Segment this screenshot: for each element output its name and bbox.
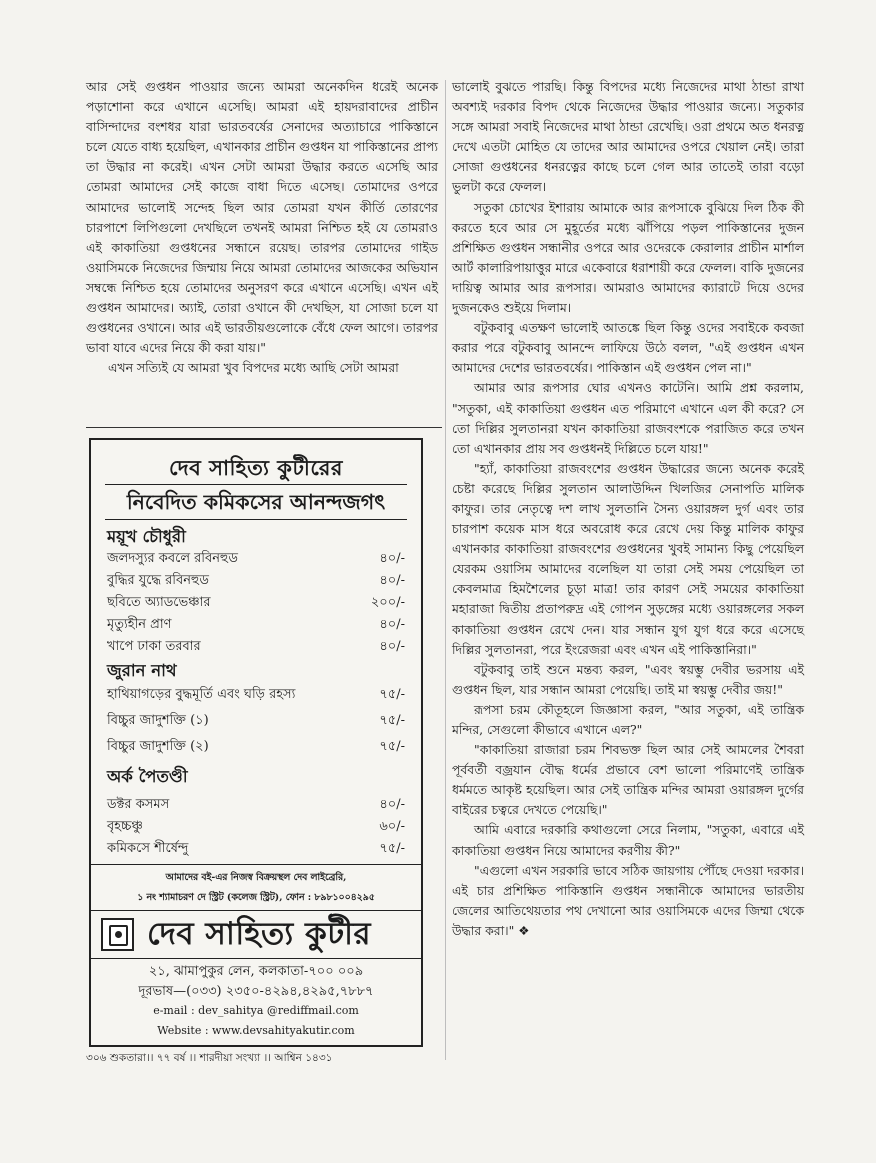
author-name: ময়ূখ চৌধুরী: [107, 527, 186, 546]
book-title: খাপে ঢাকা তরবার: [107, 639, 201, 654]
ad-divider: [91, 958, 421, 959]
paragraph: বটুকবাবু এতক্ষণ ভালোই আতঙ্কে ছিল কিন্তু ওদের সবাইকে কবজা করার পরে বটুকবাবু আনন্দে লাফিয়ে উঠে বলল, "এই গুপ্তধন এখন আমাদের দেশের ভারতবর্ষের। পাকিস্তান এই গুপ্তধন পেল না।": [452, 320, 804, 376]
book-title: মৃত্যুহীন প্রাণ: [107, 617, 172, 632]
book-price: ৪০/-: [379, 551, 405, 566]
book-row: [107, 570, 405, 592]
paragraph: আমি এবারে দরকারি কথাগুলো সেরে নিলাম, "সতুকা, এবারে এই কাকাতিয়া গুপ্তধন নিয়ে আমাদের করণীয় কী?": [452, 822, 804, 858]
book-row: [107, 592, 405, 614]
publisher-phone: দূরভাষ—(০৩৩) ২৩৫০-৪২৯৪,৪২৯৫,৭৮৮৭: [138, 984, 374, 999]
book-row: [107, 736, 405, 758]
book-title: জলদস্যুর কবলে রবিনহুড: [107, 551, 238, 566]
book-price: ২০০/-: [370, 595, 405, 610]
book-title: ডক্টর কসমস: [107, 797, 170, 812]
paragraph: ভালোই বুঝতে পারছি। কিন্তু বিপদের মধ্যে নিজেদের মাথা ঠান্ডা রাখা অবশ্যই দরকার বিপদ থেকে নিজেদের উদ্ধার পাওয়ার জন্যে। সতুকার সঙ্গে আমরা সবাই নিজেদের মাথা ঠান্ডা রেখেছি। ওরা প্রথমে অত ধনরত্ন দেখে এতটা মোহিত যে তাদের আর আমাদের ওপরে খেয়াল নেই। তারা সোজা গুপ্তধনের ধনরত্নের কাছে চলে গেল আর তাতেই তারা বড়ো ভুলটা করে ফেলল।: [452, 79, 804, 195]
book-price: ৭৫/-: [379, 739, 405, 754]
book-price: ৭৫/-: [379, 713, 405, 728]
right-column-text: [452, 77, 804, 941]
publisher-email: e-mail : dev_sahitya @rediffmail.com: [153, 1004, 359, 1017]
left-column-rule: [86, 427, 442, 428]
left-column-text: [86, 77, 438, 378]
book-row: [107, 548, 405, 570]
book-row: [107, 614, 405, 636]
book-price: ৪০/-: [379, 797, 405, 812]
book-price: ৬০/-: [379, 819, 405, 834]
publisher-website: Website : www.devsahityakutir.com: [157, 1024, 355, 1037]
book-row: [107, 710, 405, 732]
book-title: বুদ্ধির যুদ্ধে রবিনহুড: [107, 573, 209, 588]
book-title: হাথিয়াগড়ের বুদ্ধমূর্তি এবং ঘড়ি রহস্য: [107, 687, 296, 702]
paragraph: বটুকবাবু তাই শুনে মন্তব্য করল, "এবং স্বয়ম্ভু দেবীর ভরসায় এই গুপ্তধন ছিল, যার সন্ধান আমরা পেয়েছি। তাই মা স্বয়ম্ভু দেবীর জয়!": [452, 661, 804, 697]
publisher-address: ২১, ঝামাপুকুর লেন, কলকাতা-৭০০ ০০৯: [148, 964, 364, 979]
publisher-name: দেব সাহিত্য কুটীর: [147, 916, 372, 952]
paragraph: "কাকাতিয়া রাজারা চরম শিবভক্ত ছিল আর সেই আমলের শৈবরা পূর্ববর্তী বজ্রযান বৌদ্ধ ধর্মের প্রভাবে বেশ ভালো পরিমাণেই তান্ত্রিক ধর্মমতে আকৃষ্ট হয়েছিল। আর সেই তান্ত্রিক মন্দির আমরা ওয়ারঙ্গল দুর্গের বাইরের চত্বরে দেখতে পেয়েছি।": [452, 742, 804, 818]
ad-heading-line2: নিবেদিত কমিকসের আনন্দজগৎ: [105, 484, 407, 520]
book-title: বিচ্চুর জাদুশক্তি (২): [107, 739, 209, 754]
paragraph: আমার আর রূপসার ঘোর এখনও কাটেনি। আমি প্রশ্ন করলাম, "সতুকা, এই কাকাতিয়া গুপ্তধন এত পরিমাণে এখানে এল কী করে? সে তো দিল্লির সুলতানরা যখন কাকাতিয়া রাজবংশকে পরাজিত করে তখন তো এখানকার প্রায় সব গুপ্তধনই দিল্লিতে চলে যায়!": [452, 380, 804, 456]
page-footer: ৩০৬ শুকতারা।। ৭৭ বর্ষ ।। শারদীয়া সংখ্যা ।। আশ্বিন ১৪৩১: [86, 1052, 333, 1064]
book-title: কমিকসে শীর্ষেন্দু: [107, 841, 189, 856]
store-address-line: ১ নং শ্যামাচরণ দে স্ট্রিট (কলেজ স্ট্রিট), ফোন : ৮৯৮১০০৪২৯৫: [137, 892, 375, 903]
column-divider: [445, 80, 446, 1060]
paragraph: "হ্যাঁ, কাকাতিয়া রাজবংশের গুপ্তধন উদ্ধারের জন্যে অনেক করেই চেষ্টা করেছে দিল্লির সুলতান আলাউদ্দিন খিলজির সেনাপতি মালিক কাফুর। তার নেতৃত্বে দশ লাখ সুলতানি সৈন্য ওয়ারঙ্গল দুর্গ এবং তার চারপাশ কয়েক মাস ধরে অবরোধ করে রেখে দেয় কিন্তু মালিক কাফুর এখানকার কাকাতিয়া রাজবংশের গুপ্তধনের খুবই সামান্য কিছু পেয়েছিল যেরকম ওয়াসিম আমাদের বলেছিল যা তারা সেই সময় পেয়েছিল তা কেবলমাত্র হিমশৈলের চূড়া মাত্র! তার কারণ সেই সময়ের কাকাতিয়া মহারাজা দ্বিতীয় প্রতাপরুদ্র এই গোপন সুড়ঙ্গের মধ্যে ওয়ারঙ্গলের সকল কাকাতিয়া গুপ্তধন রেখে দেন। যার সন্ধান যুগ যুগ ধরে করে এসেছে দিল্লির সুলতানরা, পরে ইংরেজরা এবং এখন এই পাকিস্তানিরা।": [452, 460, 804, 657]
store-line: আমাদের বই-এর নিজস্ব বিক্রয়স্থল দেব লাইব্রেরি,: [165, 872, 347, 883]
publisher-logo-icon: [101, 918, 134, 951]
book-price: ৪০/-: [379, 617, 405, 632]
book-row: [107, 794, 405, 816]
paragraph: "এগুলো এখন সরকারি ভাবে সঠিক জায়গায় পৌঁছে দেওয়া দরকার। এই চার প্রশিক্ষিত পাকিস্তানি গুপ্তধন সন্ধানীকে আমাদের ভারতীয় জেলের আতিথেয়তার পথ দেখানো আর ওয়াসিমকে এদের জিম্মা থেকে উদ্ধার করা।" ❖: [452, 862, 804, 938]
author-name: অর্ক পৈতণ্ডী: [107, 767, 188, 786]
book-row: [107, 838, 405, 860]
book-title: ছবিতে অ্যাডভেঞ্চার: [107, 595, 211, 610]
book-row: [107, 636, 405, 658]
advertisement-box: [89, 438, 423, 1047]
book-row: [107, 816, 405, 838]
book-price: ৭৫/-: [379, 687, 405, 702]
book-price: ৭৫/-: [379, 841, 405, 856]
book-price: ৪০/-: [379, 639, 405, 654]
paragraph: সতুকা চোখের ইশারায় আমাকে আর রূপসাকে বুঝিয়ে দিল ঠিক কী করতে হবে আর সে মুহূর্তের মধ্যে ঝাঁপিয়ে পড়ল পাকিস্তানের দুজন প্রশিক্ষিত গুপ্তধন সন্ধানীর ওপরে আর ওদেরকে কেরালার প্রাচীন মার্শাল আর্ট কালারিপায়াত্তুর মারে একেবারে ধরাশায়ী করে ফেলল। বাকি দুজনের দায়িত্ব আমার আর রূপসার। আমরাও আমাদের ক্যারাটে দিয়ে ওদের দুজনকেও শুইয়ে দিলাম।: [452, 199, 804, 316]
book-price: ৪০/-: [379, 573, 405, 588]
paragraph: আর সেই গুপ্তধন পাওয়ার জন্যে আমরা অনেকদিন ধরেই অনেক পড়াশোনা করে এখানে এসেছি। আমরা এই হায়দরাবাদের প্রাচীন বাসিন্দাদের বংশধর যারা ভারতবর্ষের সেনাদের অত্যাচারে পাকিস্তানে চলে যেতে বাধ্য হয়েছিল, এখানকার প্রাচীন গুপ্তধন যা পাকিস্তানের প্রাপ্য তা উদ্ধার না করেই। এখন সেটা আমরা উদ্ধার করতে এসেছি আর তোমরা আমাদের সেই কাজে বাধা দিতে এসেছ। তোমাদের ওপরে আমাদের ভালোই সন্দেহ ছিল আর তোমরা যখন কীর্তি তোরণের চারপাশে লিপিগুলো দেখছিলে তখনই আমরা নিশ্চিত হই যে তোমরাও এই কাকাতিয়া গুপ্তধনের সন্ধানে রয়েছ। তারপর তোমাদের গাইড ওয়াসিমকে নিজেদের জিম্মায় নিয়ে আমরা তোমাদের আজকের অভিযান সম্বন্ধে নিশ্চিত হয়ে তোমাদের অনুসরণ করে এখানে এসেছি। এখন এই গুপ্তধন আমাদের। অ্যাই, তোরা ওখানে কী দেখছিস, যা সোজা চলে যা গুপ্তধনের ওখানে। আর এই ভারতীয়গুলোকে বেঁধে ফেল আগে। তারপর ভাবা যাবে এদের নিয়ে কী করা যায়।": [86, 79, 438, 356]
ad-divider: [91, 864, 421, 865]
author-name: জুরান নাথ: [107, 661, 177, 680]
paragraph: এখন সত্যিই যে আমরা খুব বিপদের মধ্যে আছি সেটা আমরা: [108, 360, 399, 376]
book-title: বিচ্চুর জাদুশক্তি (১): [107, 713, 209, 728]
book-row: [107, 684, 405, 706]
book-title: বৃহচ্চঞ্চু: [107, 819, 143, 834]
paragraph: রূপসা চরম কৌতূহলে জিজ্ঞাসা করল, "আর সতুকা, এই তান্ত্রিক মন্দির, সেগুলো কীভাবে এখানে এল?": [452, 701, 804, 737]
ad-heading-line1: দেব সাহিত্য কুটীরের: [169, 455, 343, 480]
